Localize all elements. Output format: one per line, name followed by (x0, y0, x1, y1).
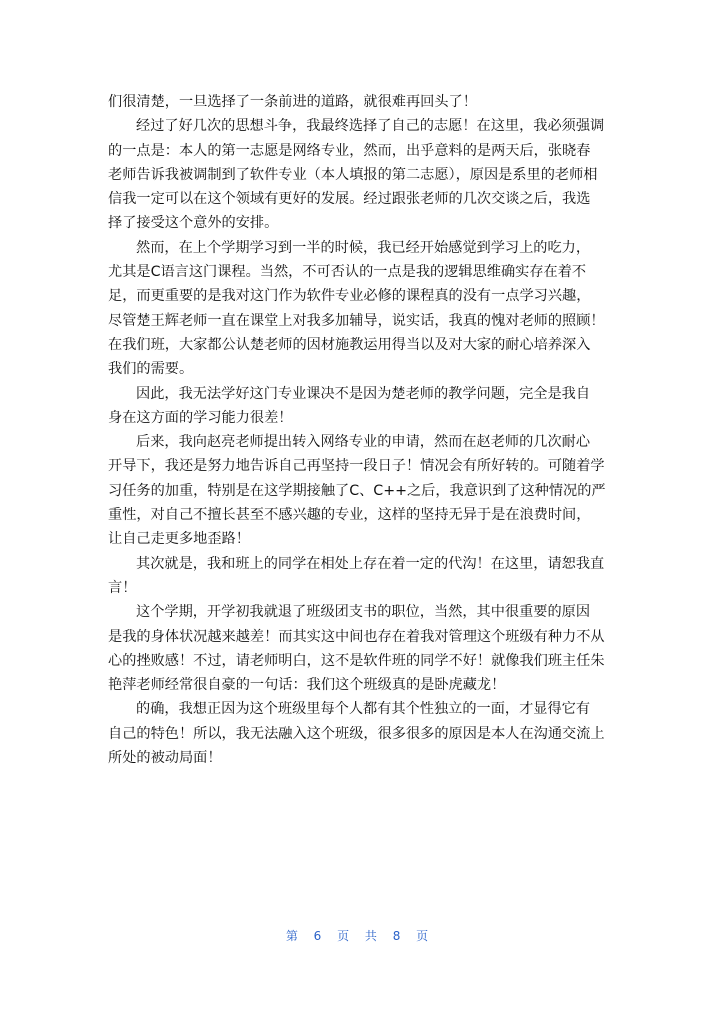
text-line: 言！ (108, 579, 137, 596)
text-line: 身在这方面的学习能力很差！ (108, 409, 293, 426)
text-line: 开导下，我还是努力地告诉自己再坚持一段日子！情况会有所好转的。可随着学 (108, 458, 605, 475)
text-line: 尤其是C语言这门课程。当然，不可否认的一点是我的逻辑思维确实存在着不 (108, 264, 587, 281)
text-line: 择了接受这个意外的安排。 (108, 215, 279, 232)
text-line: 所处的被动局面！ (108, 750, 222, 767)
text-line: 的一点是：本人的第一志愿是网络专业，然而，出乎意料的是两天后，张晓春 (108, 142, 591, 159)
paragraph-first-line: 这个学期，开学初我就退了班级团支书的职位，当然，其中很重要的原因 (136, 604, 591, 621)
paragraph-first-line: 后来，我向赵亮老师提出转入网络专业的申请，然而在赵老师的几次耐心 (136, 434, 591, 451)
text-line: 们很清楚，一旦选择了一条前进的道路，就很难再回头了！ (108, 94, 477, 110)
text-line: 习任务的加重，特别是在这学期接触了C、C++之后，我意识到了这种情况的严 (108, 482, 606, 499)
text-line: 心的挫败感！不过，请老师明白，这不是软件班的同学不好！就像我们班主任朱 (108, 652, 605, 669)
text-line: 在我们班，大家都公认楚老师的因材施教运用得当以及对大家的耐心培养深入 (108, 336, 591, 353)
page-number-footer: 第 6 页 共 8 页 (285, 929, 435, 943)
text-line: 老师告诉我被调制到了软件专业（本人填报的第二志愿），原因是系里的老师相 (108, 166, 598, 183)
text-line: 让自己走更多地歪路！ (108, 531, 250, 548)
paragraph-first-line: 经过了好几次的思想斗争，我最终选择了自己的志愿！在这里，我必须强调 (136, 118, 605, 135)
text-line: 艳萍老师经常很自豪的一句话：我们这个班级真的是卧虎藏龙！ (108, 677, 506, 694)
paragraph-first-line: 因此，我无法学好这门专业课决不是因为楚老师的教学问题，完全是我自 (136, 385, 591, 402)
text-line: 重性，对自己不擅长甚至不感兴趣的专业，这样的坚持无异于是在浪费时间， (108, 507, 591, 524)
paragraph-first-line: 其次就是，我和班上的同学在相处上存在着一定的代沟！在这里，请恕我直 (136, 555, 605, 572)
paragraph-first-line: 然而，在上个学期学习到一半的时候，我已经开始感觉到学习上的吃力， (136, 239, 591, 256)
text-line: 尽管楚王辉老师一直在课堂上对我多加辅导，说实话，我真的愧对老师的照顾！ (108, 312, 605, 329)
paragraph-first-line: 的确，我想正因为这个班级里每个人都有其个性独立的一面，才显得它有 (136, 701, 591, 718)
text-line: 足，而更重要的是我对这门作为软件专业必修的课程真的没有一点学习兴趣， (108, 288, 591, 305)
text-line: 自己的特色！所以，我无法融入这个班级，很多很多的原因是本人在沟通交流上 (108, 725, 605, 742)
document-body (108, 90, 614, 770)
text-line: 信我一定可以在这个领域有更好的发展。经过跟张老师的几次交谈之后，我选 (108, 191, 591, 208)
text-line: 我们的需要。 (108, 361, 194, 378)
text-line: 是我的身体状况越来越差！而其实这中间也存在着我对管理这个班级有种力不从 (108, 628, 605, 645)
